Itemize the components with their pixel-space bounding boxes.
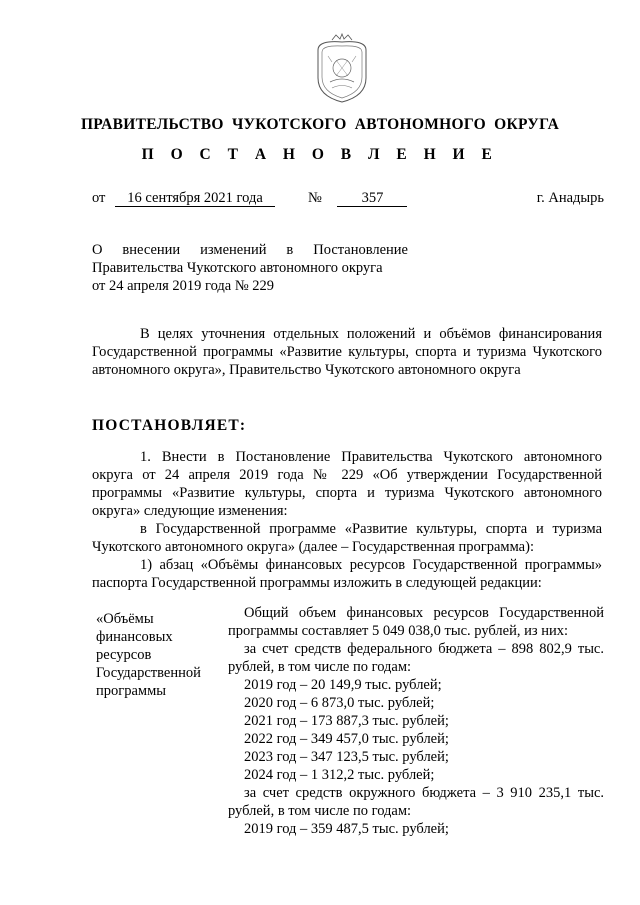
table-label-line: ресурсов (96, 647, 152, 663)
document-type-title: П О С Т А Н О В Л Е Н И Е (141, 146, 499, 163)
body-paragraph-1: 1. Внести в Постановление Правительства Чукотского автономного округа от 24 апреля 2019 года № 229 «Об утверждении Государственной программы «Развитие культуры, спорта и туризма Чукотского автономного округа» следующие изменения: (92, 449, 602, 519)
federal-year-item: 2019 год – 20 149,9 тыс. рублей; (244, 677, 442, 693)
subject-line: О внесении изменений в Постановление (92, 242, 408, 258)
total-funding-line: программы составляет 5 049 038,0 тыс. рублей, из них: (228, 623, 568, 639)
body-paragraph-2: в Государственной программе «Развитие культуры, спорта и туризма Чукотского автономного округа» (далее – Государственная программа): (92, 521, 602, 555)
subject-line: Правительства Чукотского автономного округа (92, 260, 383, 276)
decree-heading: ПОСТАНОВЛЯЕТ: (92, 417, 247, 434)
organization-title: ПРАВИТЕЛЬСТВО ЧУКОТСКОГО АВТОНОМНОГО ОКРУГА (80, 116, 560, 133)
federal-year-item: 2023 год – 347 123,5 тыс. рублей; (244, 749, 449, 765)
district-funding-line: за счет средств окружного бюджета – 3 910 235,1 тыс. (244, 785, 604, 801)
coat-of-arms-icon (310, 32, 374, 106)
table-label-line: финансовых (96, 629, 173, 645)
preamble-paragraph: В целях уточнения отдельных положений и объёмов финансирования Государственной программы «Развитие культуры, спорта и туризма Чукотского автономного округа», Правительство Чукотского автономного округа (92, 326, 602, 378)
table-value-cell (228, 604, 604, 838)
federal-year-item: 2021 год – 173 887,3 тыс. рублей; (244, 713, 449, 729)
number-field (308, 190, 407, 207)
district-year-item: 2019 год – 359 487,5 тыс. рублей; (244, 821, 449, 837)
table-label-line: «Объёмы (96, 611, 154, 627)
table-label-line: Государственной (96, 665, 201, 681)
district-funding-line: рублей, в том числе по годам: (228, 803, 412, 819)
federal-funding-line: рублей, в том числе по годам: (228, 659, 412, 675)
table-label-line: программы (96, 683, 166, 699)
body-paragraph-3: 1) абзац «Объёмы финансовых ресурсов Государственной программы» паспорта Государственной программы изложить в следующей редакции: (92, 557, 602, 591)
from-label: от (92, 190, 106, 206)
document-number: 357 (337, 191, 407, 207)
federal-year-item: 2024 год – 1 312,2 тыс. рублей; (244, 767, 435, 783)
date-field (92, 190, 275, 207)
document-subject (92, 241, 408, 295)
document-date: 16 сентября 2021 года (115, 191, 275, 207)
subject-line: от 24 апреля 2019 года № 229 (92, 278, 275, 294)
number-label: № (308, 190, 322, 206)
city: г. Анадырь (536, 190, 604, 206)
federal-year-item: 2022 год – 349 457,0 тыс. рублей; (244, 731, 449, 747)
federal-year-item: 2020 год – 6 873,0 тыс. рублей; (244, 695, 435, 711)
federal-funding-line: за счет средств федерального бюджета – 898 802,9 тыс. (244, 641, 604, 657)
total-funding-line: Общий объем финансовых ресурсов Государственной (244, 605, 604, 621)
table-label-cell (96, 610, 224, 700)
